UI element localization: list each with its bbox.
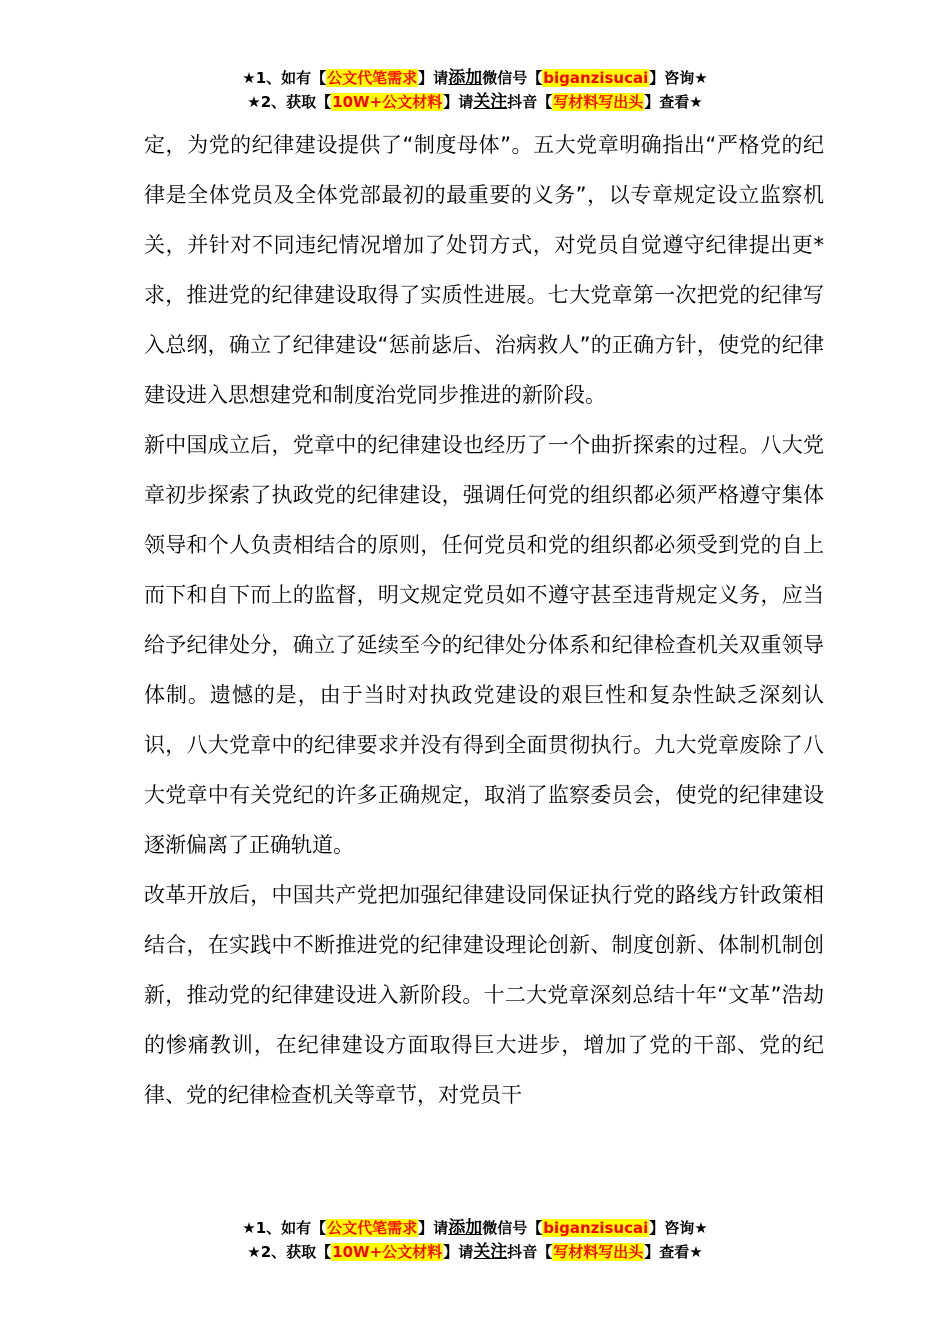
highlight-douyin-id: 写材料写出头 xyxy=(553,1243,644,1261)
paragraph-2: 新中国成立后，党章中的纪律建设也经历了一个曲折探索的过程。八大党章初步探索了执政党的纪律建设，强调任何党的组织都必须严格遵守集体领导和个人负责相结合的原则，任何党员和党的组织都必须受到党的自上而下和自下而上的监督，明文规定党员如不遵守甚至违背规定义务，应当给予纪律处分，确立了延续至今的纪律处分体系和纪律检查机关双重领导体制。遗憾的是，由于当时对执政党建设的艰巨性和复杂性缺乏深刻认识，八大党章中的纪律要求并没有得到全面贯彻执行。九大党章废除了八大党章中有关党纪的许多正确规定，取消了监察委员会，使党的纪律建设逐渐偏离了正确轨道。 xyxy=(144,433,824,857)
footer-banner xyxy=(0,1216,950,1264)
highlight-wechat-id: biganzisucai xyxy=(543,69,649,87)
highlight-douyin-id: 写材料写出头 xyxy=(553,93,644,111)
banner-text: 微信号【 xyxy=(482,69,543,87)
banner-line-1 xyxy=(0,1216,950,1240)
highlight-service: 公文代笔需求 xyxy=(327,1219,418,1237)
banner-text: 1、如有【 xyxy=(255,1219,327,1237)
banner-text: 】咨询 xyxy=(649,1219,695,1237)
banner-text: 】请 xyxy=(418,69,449,87)
banner-text: 抖音【 xyxy=(507,1243,553,1261)
banner-line-1 xyxy=(0,66,950,90)
star-icon: ★ xyxy=(689,93,703,111)
banner-line-2 xyxy=(0,1240,950,1264)
highlight-wechat-id: biganzisucai xyxy=(543,1219,649,1237)
emphasis-follow: 关注 xyxy=(473,1242,508,1262)
star-icon: ★ xyxy=(242,1219,256,1237)
banner-text: 微信号【 xyxy=(482,1219,543,1237)
paragraph-1: 定，为党的纪律建设提供了“制度母体”。五大党章明确指出“严格党的纪律是全体党员及全体党部最初的最重要的义务”，以专章规定设立监察机关，并针对不同违纪情况增加了处罚方式，对党员自觉遵守纪律提出更*求，推进党的纪律建设取得了实质性进展。七大党章第一次把党的纪律写入总纲，确立了纪律建设“惩前毖后、治病救人”的正确方针，使党的纪律建设进入思想建党和制度治党同步推进的新阶段。 xyxy=(144,133,824,407)
banner-text: 2、获取【 xyxy=(260,1243,332,1261)
banner-text: 】查看 xyxy=(644,1243,690,1261)
banner-text: 2、获取【 xyxy=(260,93,332,111)
banner-text: 】请 xyxy=(418,1219,449,1237)
highlight-materials: 10W+公文材料 xyxy=(332,1243,443,1261)
banner-text: 1、如有【 xyxy=(255,69,327,87)
star-icon: ★ xyxy=(694,1219,708,1237)
star-icon: ★ xyxy=(242,69,256,87)
emphasis-add: 添加 xyxy=(448,68,483,88)
paragraph-3: 改革开放后，中国共产党把加强纪律建设同保证执行党的路线方针政策相结合，在实践中不断推进党的纪律建设理论创新、制度创新、体制机制创新，推动党的纪律建设进入新阶段。十二大党章深刻总结十年“文革”浩劫的惨痛教训，在纪律建设方面取得巨大进步，增加了党的干部、党的纪律、党的纪律检查机关等章节，对党员干 xyxy=(144,883,824,1107)
banner-text: 】请 xyxy=(443,1243,474,1261)
header-banner xyxy=(0,66,950,114)
document-body xyxy=(144,120,824,1120)
highlight-materials: 10W+公文材料 xyxy=(332,93,443,111)
banner-text: 】咨询 xyxy=(649,69,695,87)
emphasis-add: 添加 xyxy=(448,1218,483,1238)
star-icon: ★ xyxy=(694,69,708,87)
banner-text: 】请 xyxy=(443,93,474,111)
star-icon: ★ xyxy=(247,93,261,111)
banner-line-2 xyxy=(0,90,950,114)
star-icon: ★ xyxy=(689,1243,703,1261)
star-icon: ★ xyxy=(247,1243,261,1261)
banner-text: 抖音【 xyxy=(507,93,553,111)
banner-text: 】查看 xyxy=(644,93,690,111)
highlight-service: 公文代笔需求 xyxy=(327,69,418,87)
emphasis-follow: 关注 xyxy=(473,92,508,112)
